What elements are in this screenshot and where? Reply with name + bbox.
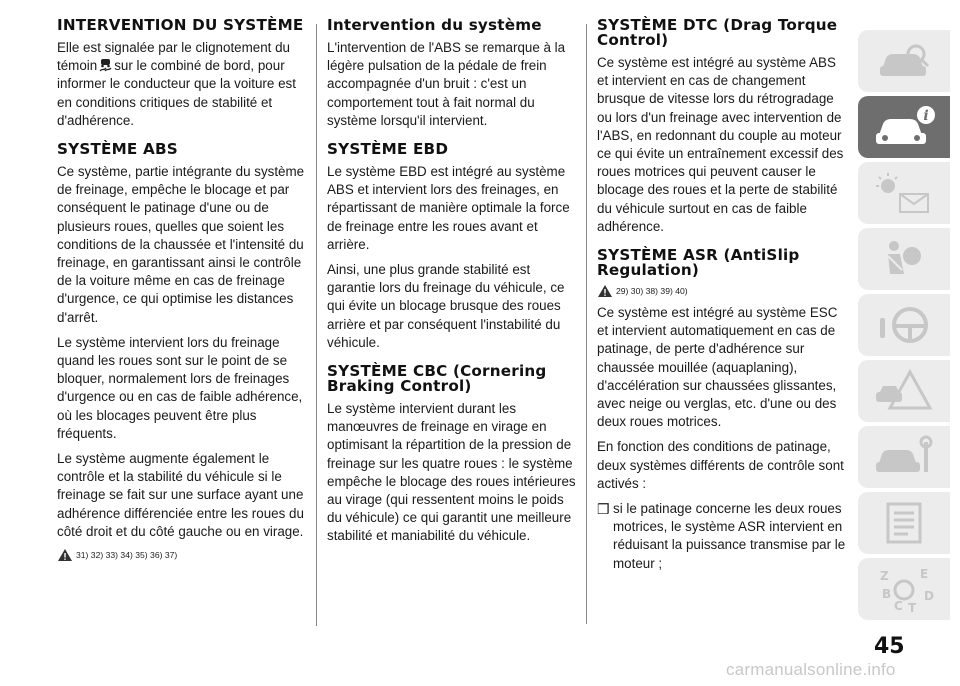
tab-technical-data[interactable] [858, 492, 950, 554]
svg-text:C: C [894, 599, 903, 613]
svg-text:D: D [924, 589, 934, 603]
svg-text:Z: Z [880, 569, 889, 583]
steering-wheel-icon [868, 300, 940, 350]
column-right [597, 18, 847, 573]
paragraph-asr-1: Ce système est intégré au système ESC et intervient automatiquement en cas de patinage, de perte d'adhérence sur chaussée mouillée (aquaplaning), d'accélération sur chaussées glissantes, avec neige ou verglas, etc. d'une ou des deux roues motrices. [597, 305, 838, 430]
heading-systeme-asr: SYSTÈME ASR (AntiSlip Regulation) [597, 246, 800, 280]
paragraph-temoin-start: Elle est signalée par le clignotement du témoin [57, 40, 290, 74]
heading-intervention-systeme: Intervention du système [327, 16, 542, 34]
heading-systeme-dtc: SYSTÈME DTC (Drag Torque Control) [597, 16, 838, 49]
chapter-sidebar [858, 30, 950, 624]
car-wrench-icon [868, 432, 940, 482]
paragraph-cbc: Le système intervient durant les manœuvres de freinage en virage en optimisant la répartition de la pression de freinage sur les quatre roues : le système empêche le blocage des roues intérieures au virage (qui ressentent moins le poids du véhicule) ce qui garantit une meilleure stabilité et maniabilité du véhicule. [327, 401, 576, 544]
tab-emergency[interactable] [858, 360, 950, 422]
list-item-text: si le patinage concerne les deux roues motrices, le système ASR intervient en réduisant la puissance transmise par le moteur ; [613, 501, 846, 571]
airbag-person-icon [868, 234, 940, 284]
paragraph-ebd-2: Ainsi, une plus grande stabilité est garantie lors du freinage du véhicule, ce qui évite un blocage brusque des roues arrière et par conséquent l'instabilité du véhicule. [327, 262, 565, 350]
svg-text:i: i [923, 108, 929, 124]
paragraph-abs-2: Le système intervient lors du freinage quand les roues sont sur le point de se bloquer, normalement lors de freinages d'urgence ou en cas de faible adhérence, où les blocages peuvent être plus fréquents. [57, 334, 303, 441]
paragraph-abs-3: Le système augmente également le contrôle et la stabilité du véhicule si le freinage se fait sur une surface ayant une adhérence différenciée entre les roues du côté droit et du côté gauche ou en virage. [57, 451, 304, 539]
svg-text:T: T [908, 601, 917, 614]
warning-triangle-icon [57, 548, 73, 562]
paragraph-asr-2: En fonction des conditions de patinage, deux systèmes différents de contrôle sont activés : [597, 439, 844, 491]
column-divider-1 [316, 24, 317, 626]
tab-driving[interactable] [858, 294, 950, 356]
warning-triangle-car-icon [868, 366, 940, 416]
paragraph-dtc: Ce système est intégré au système ABS et intervient en cas de changement brusque de vitesse lors du rétrogradage ou lors d'un freinage avec intervention de l'ABS, en redonnant du couple au moteur ce qui évite un entraînement excessif des roues motrices qui peuvent causer le blocage des roues et la perte de stabilité du véhicule surtout en cas de faible adhérence. [597, 55, 844, 234]
document-list-icon [868, 498, 940, 548]
alphabet-index-icon [868, 564, 940, 614]
page-number: 45 [874, 634, 905, 659]
heading-systeme-abs: SYSTÈME ABS [57, 140, 178, 159]
watermark: carmanualsonline.info [726, 660, 896, 679]
svg-text:B: B [882, 587, 892, 601]
svg-text:E: E [920, 567, 929, 581]
tab-safety[interactable] [858, 96, 950, 158]
warning-triangle-icon [597, 284, 613, 298]
paragraph-ebd-1: Le système EBD est intégré au système ABS et intervient lors des freinages, en répartissant de manière optimale la force de freinage entre les roues avant et arrière. [327, 164, 570, 252]
tab-dashboard[interactable] [858, 30, 950, 92]
list-item [597, 500, 847, 573]
column-middle [327, 18, 577, 553]
heading-systeme-ebd: SYSTÈME EBD [327, 140, 449, 159]
tab-index[interactable] [858, 558, 950, 620]
heading-systeme-cbc: SYSTÈME CBC (Cornering Braking Control) [327, 362, 547, 396]
paragraph-intervention: L'intervention de l'ABS se remarque à la légère pulsation de la pédale de frein accompagnée d'un bruit : c'est un comportement tout à fait normal du système lorsqu'il intervient. [327, 40, 566, 128]
warning-references-asr [597, 284, 847, 298]
checkbox-bullet: ❒ [597, 501, 610, 518]
skid-warning-icon [98, 58, 113, 72]
heading-intervention-du-systeme: INTERVENTION DU SYSTÈME [57, 16, 304, 34]
paragraph-abs-1: Ce système, partie intégrante du système de freinage, empêche le blocage et par conséquent le patinage d'une ou de plusieurs roues, quelles que soient les conditions de la chaussée et l'intensité du freinage, en garantissant ainsi le contrôle de la voiture même en cas de freinage d'urgence, ce qui optimise les distances d'arrêt. [57, 164, 305, 325]
paragraph-temoin-end: sur le combiné de bord, pour informer le conducteur que la voiture est en conditions critiques de stabilité et d'adhérence. [57, 58, 296, 128]
warning-references [57, 548, 305, 562]
tab-maintenance[interactable] [858, 426, 950, 488]
lights-message-icon [868, 168, 940, 218]
tab-airbag[interactable] [858, 228, 950, 290]
paragraph-temoin [57, 39, 305, 130]
warning-references-asr-text: 29) 30) 38) 39) 40) [616, 286, 688, 297]
car-search-icon [868, 36, 940, 86]
tab-lights[interactable] [858, 162, 950, 224]
car-info-icon [868, 102, 940, 152]
column-left [57, 18, 305, 568]
warning-references-text: 31) 32) 33) 34) 35) 36) 37) [76, 550, 178, 561]
column-divider-2 [586, 24, 587, 624]
